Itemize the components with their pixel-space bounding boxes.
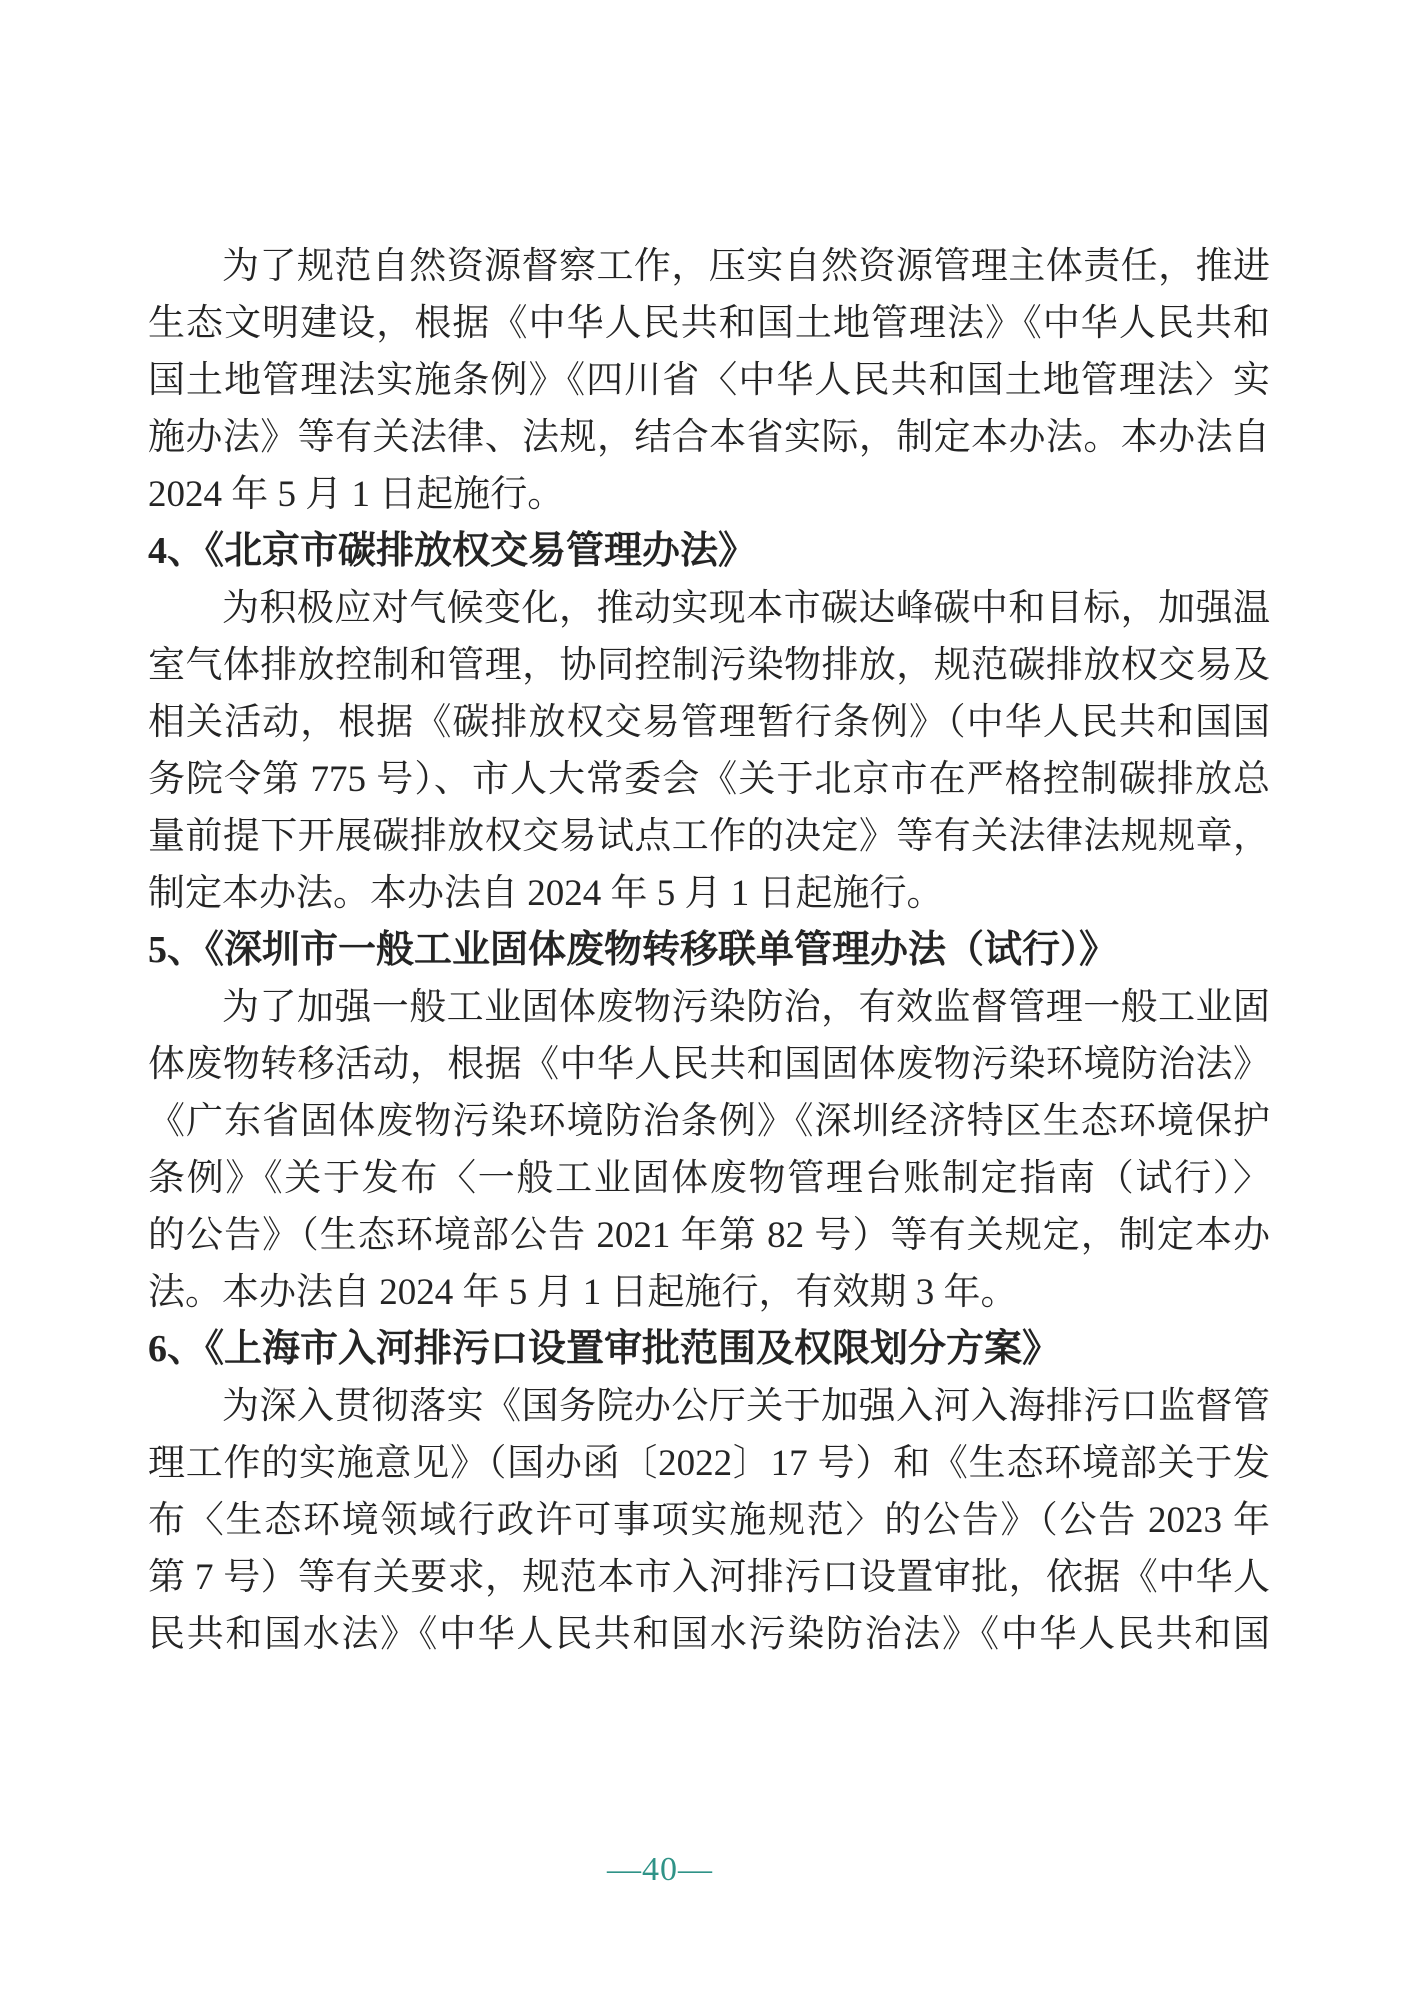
text-line: 为积极应对气候变化，推动实现本市碳达峰碳中和目标，加强温 (222, 588, 1270, 629)
text-line: 生态文明建设，根据《中华人民共和国土地管理法》《中华人民共和 (148, 303, 1270, 344)
text-line: 为了规范自然资源督察工作，压实自然资源管理主体责任，推进 (222, 246, 1270, 287)
text-line: 室气体排放控制和管理，协同控制污染物排放，规范碳排放权交易及 (148, 645, 1270, 686)
text-line: 相关活动，根据《碳排放权交易管理暂行条例》（中华人民共和国国 (148, 702, 1270, 743)
text-line: 量前提下开展碳排放权交易试点工作的决定》等有关法律法规规章， (148, 816, 1270, 857)
text-line: 布〈生态环境领域行政许可事项实施规范〉的公告》（公告 2023 年 (148, 1500, 1270, 1541)
text-line: 国土地管理法实施条例》《四川省〈中华人民共和国土地管理法〉实 (148, 360, 1270, 401)
text-line: 第 7 号）等有关要求，规范本市入河排污口设置审批，依据《中华人 (148, 1557, 1270, 1598)
text-line: 条例》《关于发布〈一般工业固体废物管理台账制定指南（试行）〉 (148, 1158, 1270, 1199)
page-number: —40— (607, 1851, 713, 1888)
text-line: 《广东省固体废物污染环境防治条例》《深圳经济特区生态环境保护 (148, 1101, 1270, 1142)
text-line: 制定本办法。本办法自 2024 年 5 月 1 日起施行。 (148, 873, 944, 914)
document-content (148, 238, 1270, 1663)
text-line: 2024 年 5 月 1 日起施行。 (148, 474, 565, 515)
text-line: 为了加强一般工业固体废物污染防治，有效监督管理一般工业固 (222, 987, 1270, 1028)
text-line: 为深入贯彻落实《国务院办公厅关于加强入河入海排污口监督管 (222, 1386, 1270, 1427)
section-heading: 6、《上海市入河排污口设置审批范围及权限划分方案》 (148, 1328, 1061, 1370)
section-heading: 4、《北京市碳排放权交易管理办法》 (148, 530, 757, 572)
section-heading: 5、《深圳市一般工业固体废物转移联单管理办法（试行）》 (148, 929, 1118, 971)
page-footer (0, 1848, 1320, 1892)
text-line: 法。本办法自 2024 年 5 月 1 日起施行，有效期 3 年。 (148, 1272, 1018, 1313)
text-line: 理工作的实施意见》（国办函〔2022〕17 号）和《生态环境部关于发 (148, 1443, 1270, 1484)
text-line: 的公告》（生态环境部公告 2021 年第 82 号）等有关规定，制定本办 (148, 1215, 1270, 1256)
text-line: 体废物转移活动，根据《中华人民共和国固体废物污染环境防治法》 (148, 1044, 1270, 1085)
text-line: 施办法》等有关法律、法规，结合本省实际，制定本办法。本办法自 (148, 417, 1270, 458)
text-line: 务院令第 775 号）、市人大常委会《关于北京市在严格控制碳排放总 (148, 759, 1270, 800)
text-line: 民共和国水法》《中华人民共和国水污染防治法》《中华人民共和国 (148, 1614, 1270, 1655)
